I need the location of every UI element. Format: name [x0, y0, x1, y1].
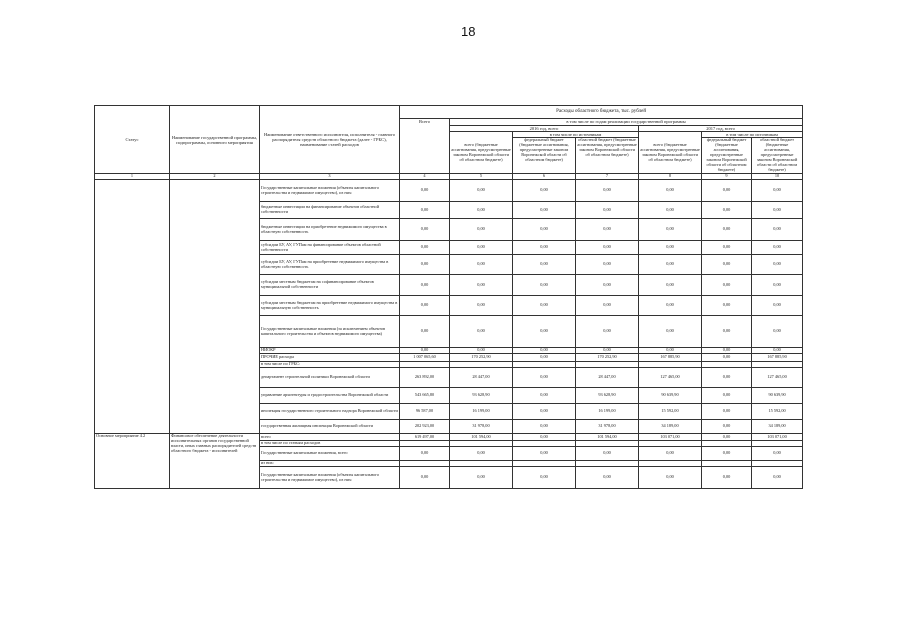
value-cell: 170 252,90 [450, 354, 513, 362]
column-number: 1 [95, 174, 170, 180]
value-cell: 0,00 [513, 404, 576, 420]
value-cell: 127 465,00 [639, 368, 702, 388]
value-cell: 0,00 [450, 447, 513, 461]
value-cell: 0,00 [702, 219, 752, 241]
value-cell: 167 885,90 [752, 354, 803, 362]
value-cell: 0,00 [752, 219, 803, 241]
table-row [95, 434, 803, 441]
value-cell: 103 071,00 [752, 434, 803, 441]
value-cell: 0,00 [400, 219, 450, 241]
value-cell: 0,00 [752, 467, 803, 489]
value-cell: 0,00 [400, 296, 450, 316]
expense-label: Государственные капитальные вложения (за исключением объектов капитального строительства и объектов недвижимого имущества) [260, 316, 400, 348]
value-cell: 0,00 [513, 420, 576, 434]
budget-table [94, 105, 803, 489]
header-expenses: Расходы областного бюджета, тыс. рублей [400, 106, 803, 119]
header-federal-2017: федеральный бюджет (бюджетные ассигнования, предусмотренные законом Воронежской области об областном бюджете) [702, 138, 752, 174]
value-cell: 0,00 [702, 467, 752, 489]
value-cell: 0,00 [702, 434, 752, 441]
expense-label: департамент строительной политики Воронежской области [260, 368, 400, 388]
value-cell: 0,00 [752, 275, 803, 296]
value-cell: 0,00 [702, 447, 752, 461]
column-number: 9 [702, 174, 752, 180]
value-cell: 0,00 [513, 467, 576, 489]
value-cell: 28 447,00 [450, 368, 513, 388]
value-cell: 0,00 [639, 348, 702, 354]
value-cell: 0,00 [752, 316, 803, 348]
header-total-2017: всего (бюджетные ассигнования, предусмотренные законом Воронежской области об областном бюджете) [639, 132, 702, 174]
header-executor: Наименование ответственного исполнителя, исполнителя - главного распорядителя средств областного бюджета (далее - ГРБС), наименование статей расходов [260, 106, 400, 174]
value-cell: 0,00 [450, 219, 513, 241]
value-cell: 0,00 [702, 202, 752, 219]
column-number: 7 [576, 174, 639, 180]
value-cell: 93 628,90 [450, 388, 513, 404]
expense-label: Государственные капитальные вложения (объекты капитального строительства и недвижимое имущество), из них: [260, 467, 400, 489]
value-cell: 31 978,00 [450, 420, 513, 434]
value-cell: 0,00 [576, 241, 639, 255]
value-cell: 0,00 [702, 404, 752, 420]
expense-label: всего [260, 434, 400, 441]
value-cell: 0,00 [400, 348, 450, 354]
value-cell: 0,00 [576, 275, 639, 296]
value-cell: 34 189,00 [752, 420, 803, 434]
expense-label: инспекция государственного строительного надзора Воронежской области [260, 404, 400, 420]
value-cell: 0,00 [450, 202, 513, 219]
value-cell: 0,00 [513, 447, 576, 461]
expense-label: субсидии БУ, АУ, ГУПам на приобретение недвижимого имущества в областную собственность [260, 255, 400, 275]
value-cell: 0,00 [513, 388, 576, 404]
value-cell: 0,00 [702, 388, 752, 404]
value-cell: 103 071,00 [639, 434, 702, 441]
value-cell: 0,00 [450, 348, 513, 354]
expense-label: управление архитектуры и градостроительства Воронежской области [260, 388, 400, 404]
value-cell: 0,00 [576, 255, 639, 275]
value-cell: 0,00 [752, 241, 803, 255]
value-cell: 543 665,80 [400, 388, 450, 404]
value-cell: 0,00 [513, 368, 576, 388]
value-cell: 0,00 [450, 316, 513, 348]
value-cell: 170 252,90 [576, 354, 639, 362]
value-cell: 263 892,00 [400, 368, 450, 388]
value-cell: 101 594,00 [450, 434, 513, 441]
value-cell: 93 628,90 [576, 388, 639, 404]
header-federal-2016: федеральный бюджет (бюджетные ассигнования, предусмотренные законом Воронежской области об областном бюджете) [513, 138, 576, 174]
value-cell: 0,00 [400, 447, 450, 461]
header-sources-2016: в том числе по источникам [513, 132, 639, 138]
header-program: Наименование государственной программы, подпрограммы, основного мероприятия [170, 106, 260, 174]
header-regional-2017: областной бюджет (бюджетные ассигнования, предусмотренные законом Воронежской области об областном бюджете) [752, 138, 803, 174]
value-cell: 0,00 [702, 255, 752, 275]
expense-label: из них: [260, 461, 400, 467]
value-cell: 15 592,00 [752, 404, 803, 420]
value-cell: 0,00 [400, 467, 450, 489]
value-cell: 0,00 [450, 255, 513, 275]
expense-label: в том числе по ГРБС: [260, 362, 400, 368]
column-number: 8 [639, 174, 702, 180]
value-cell: 0,00 [576, 316, 639, 348]
value-cell: 15 592,00 [639, 404, 702, 420]
program-cell-empty [170, 180, 260, 434]
value-cell: 0,00 [752, 202, 803, 219]
value-cell: 0,00 [702, 241, 752, 255]
value-cell: 0,00 [702, 316, 752, 348]
value-cell: 0,00 [702, 348, 752, 354]
value-cell: 0,00 [513, 348, 576, 354]
value-cell: 0,00 [400, 255, 450, 275]
expense-label: НИОКР [260, 348, 400, 354]
value-cell: 34 189,00 [639, 420, 702, 434]
value-cell: 0,00 [400, 275, 450, 296]
expense-label: субсидии местным бюджетам на приобретение недвижимого имущества в муниципальную собственность [260, 296, 400, 316]
value-cell: 0,00 [752, 296, 803, 316]
value-cell: 0,00 [450, 180, 513, 202]
column-number: 10 [752, 174, 803, 180]
value-cell: 0,00 [639, 296, 702, 316]
value-cell: 0,00 [752, 255, 803, 275]
value-cell: 0,00 [513, 241, 576, 255]
value-cell: 0,00 [752, 447, 803, 461]
value-cell: 0,00 [450, 467, 513, 489]
value-cell: 0,00 [400, 316, 450, 348]
expense-label: Государственные капитальные вложения, всего [260, 447, 400, 461]
value-cell: 0,00 [450, 241, 513, 255]
program-name-cell: Финансовое обеспечение деятельности исполнительных органов государственной власти, иных главных распорядителей средств областного бюджета - исполнителей [170, 434, 260, 489]
expense-label: субсидии местным бюджетам на софинансирование объектов муниципальной собственности [260, 275, 400, 296]
table-row [95, 180, 803, 202]
value-cell: 0,00 [702, 275, 752, 296]
header-regional-2016: областной бюджет (бюджетные ассигнования, предусмотренные законом Воронежской области об областном бюджете) [576, 138, 639, 174]
value-cell: 0,00 [576, 296, 639, 316]
value-cell: 0,00 [576, 202, 639, 219]
value-cell: 0,00 [639, 202, 702, 219]
value-cell: 0,00 [513, 255, 576, 275]
column-number: 4 [400, 174, 450, 180]
value-cell: 0,00 [400, 202, 450, 219]
value-cell: 0,00 [576, 180, 639, 202]
value-cell: 0,00 [576, 219, 639, 241]
value-cell: 0,00 [639, 219, 702, 241]
status-cell-empty [95, 180, 170, 434]
value-cell: 202 923,00 [400, 420, 450, 434]
column-number: 5 [450, 174, 513, 180]
value-cell: 1 007 065,60 [400, 354, 450, 362]
expense-label: бюджетные инвестиции на приобретение недвижимого имущества в областную собственность [260, 219, 400, 241]
value-cell: 31 978,00 [576, 420, 639, 434]
header-year-2016: 2016 год, всего [450, 126, 639, 132]
value-cell: 101 594,00 [576, 434, 639, 441]
value-cell: 90 639,90 [639, 388, 702, 404]
value-cell: 0,00 [513, 354, 576, 362]
expense-label: государственная жилищная инспекция Воронежской области [260, 420, 400, 434]
value-cell: 0,00 [513, 180, 576, 202]
value-cell: 0,00 [639, 241, 702, 255]
value-cell: 0,00 [639, 180, 702, 202]
value-cell: 0,00 [639, 255, 702, 275]
value-cell: 0,00 [513, 296, 576, 316]
expense-label: в том числе по статьям расходов [260, 441, 400, 447]
value-cell: 0,00 [639, 447, 702, 461]
value-cell: 0,00 [702, 368, 752, 388]
value-cell: 28 447,00 [576, 368, 639, 388]
expense-label: Государственные капитальные вложения (объекты капитального строительства и недвижимое имущество), из них: [260, 180, 400, 202]
value-cell: 96 587,00 [400, 404, 450, 420]
value-cell: 0,00 [702, 354, 752, 362]
value-cell: 0,00 [513, 434, 576, 441]
value-cell: 0,00 [702, 296, 752, 316]
value-cell: 90 639,90 [752, 388, 803, 404]
value-cell: 16 199,00 [450, 404, 513, 420]
status-cell: Основное мероприятие 4.2 [95, 434, 170, 489]
value-cell: 0,00 [450, 275, 513, 296]
value-cell: 0,00 [513, 202, 576, 219]
column-number: 2 [170, 174, 260, 180]
header-total: Всего [400, 119, 450, 174]
value-cell: 0,00 [639, 467, 702, 489]
header-by-years: в том числе по годам реализации государственной программы [450, 119, 803, 126]
column-number: 3 [260, 174, 400, 180]
value-cell: 0,00 [752, 348, 803, 354]
value-cell: 16 199,00 [576, 404, 639, 420]
header-total-2016: всего (бюджетные ассигнования, предусмотренные законом Воронежской области об областном бюджете) [450, 132, 513, 174]
value-cell: 0,00 [576, 348, 639, 354]
value-cell: 0,00 [400, 180, 450, 202]
value-cell: 0,00 [400, 241, 450, 255]
value-cell: 0,00 [639, 316, 702, 348]
value-cell: 619 497,00 [400, 434, 450, 441]
value-cell: 0,00 [513, 316, 576, 348]
value-cell: 0,00 [576, 467, 639, 489]
value-cell: 0,00 [752, 180, 803, 202]
value-cell: 0,00 [702, 420, 752, 434]
value-cell: 0,00 [513, 275, 576, 296]
header-year-2017: 2017 год, всего [639, 126, 803, 132]
header-status: Статус [95, 106, 170, 174]
column-number: 6 [513, 174, 576, 180]
expense-label: ПРОЧИЕ расходы [260, 354, 400, 362]
page-number: 18 [461, 24, 476, 39]
expense-label: субсидии БУ, АУ, ГУПам на финансирование объектов областной собственности [260, 241, 400, 255]
value-cell: 127 465,00 [752, 368, 803, 388]
value-cell: 0,00 [513, 219, 576, 241]
value-cell: 167 885,90 [639, 354, 702, 362]
value-cell: 0,00 [639, 275, 702, 296]
expense-label: бюджетные инвестиции на финансирование объектов областной собственности [260, 202, 400, 219]
header-sources-2017: в том числе по источникам [702, 132, 803, 138]
value-cell: 0,00 [702, 180, 752, 202]
value-cell: 0,00 [576, 447, 639, 461]
value-cell: 0,00 [450, 296, 513, 316]
